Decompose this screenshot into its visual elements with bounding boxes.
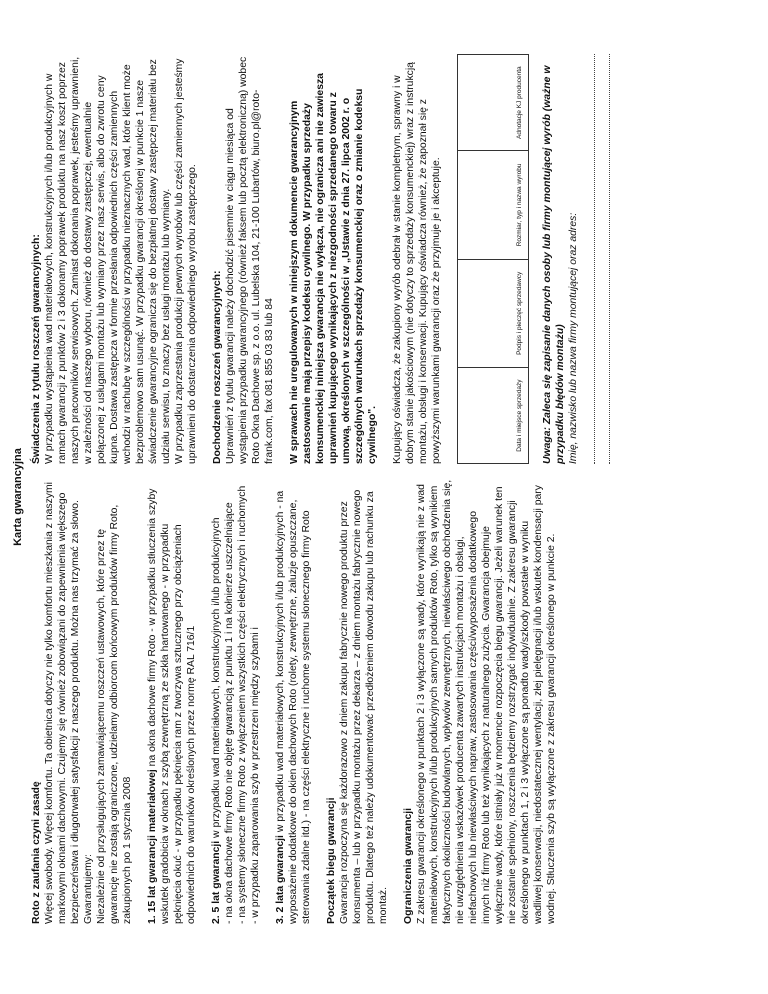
start-text: Gwarancja rozpoczyna się każdorazowo z dniem zakupu fabrycznie nowego produktu przez konsumenta – lub w przypadku montażu przez dekarza – z dniem montażu fabrycznie nowego produktu. Dlatego też należy udokumentować przedłożeniem dowodu zakupu lub rachunku za montaż. [339, 489, 389, 924]
point-2-item: - w przypadku zaparowania szyb w przestrzeni między szybami i [250, 627, 261, 924]
claims-heading: Świadczenia z tytułu roszczeń gwarancyjnych: [31, 234, 42, 464]
start-heading: Początek biegu gwarancji [326, 797, 337, 924]
claims-text-2: W przypadku zaprzestania produkcji pewnych wyrobów lub części zamiennych jesteśmy uprawnieni do dostarczenia odpowiedniego wyrobu zastępczego. [174, 58, 198, 464]
point-2-item: - na okna dachowe firmy Roto nie objęte gwarancją z punktu 1 i na kołnierze uszczelniające [224, 502, 235, 924]
limits-text: Z zakresu gwarancji określonego w punktach 2 i 3 wyłączone są wady, które wynikają nie z wad materiałowych, konstrukcyjnych i/lub produkcyjnych samych produktów Roto, tylko są wynikiem faktycznych okoliczności budowlanych, wpływów zewnętrznych, niewłaściwego obchodzenia się, nie uwzględnienia wskazówek producenta zawartych instrukcjach montażu i obsługi, niefachowych lub niewłaściwych napraw, zastosowania części/wyposażenia dodatkowego innych niż firmy Roto lub też wynikających z naturalnego zużycia. Gwarancja obejmuje wyłącznie wady, które istniały już w momencie rozpoczęcia biegu gwarancji. Jeżeli warunek ten nie zostanie spełniony, roszczenia będziemy rozstrzygać indywidualnie. Z zakresu gwarancji określonego w punktach 1, 2 i 3 wyłączone są ponadto wady/szkody powstałe w wyniku wadliwej konserwacji, niedostatecznej wentylacji, złej pielęgnacji i/lub wskutek kondensacji pary wodnej. Stłuczenia szyb są wyłączone z zakresu gwarancji określonego w punkcie 2. [416, 479, 557, 924]
intro-heading: Roto z zaufania czyni zasadę [31, 781, 42, 924]
installer-line[interactable] [583, 54, 595, 464]
qc-notes-cell[interactable]: Adnotacje KJ producenta [458, 55, 529, 151]
consumer-law-paragraph: W sprawach nie uregulowanych w niniejszym dokumencie gwarancyjnym zastosowanie mają przepisy kodeksu cywilnego. W przypadku sprzedaży konsumenckiej niniejsza gwarancja nie wyłącza, nie ogranicza ani nie zawiesza uprawnień kupującego wynikających z niezgodności sprzedanego towaru z umową, określonych w szczególności w „Ustawie z dnia 27. lipca 2002 r. o szczególnych warunkach sprzedaży konsumenckiej oraz o zmianie kodeksu cywilnego". [289, 73, 378, 464]
signature-table [457, 54, 529, 464]
point-2 [210, 479, 223, 924]
pursuit-text: Uprawnień z tytułu gwarancji należy dochodzić pisemnie w ciągu miesiąca od wystąpienia przypadku gwarancyjnego (również faksem lub pocztą elektroniczną) wobec Roto Okna Dachowe sp. z o.o. ul. Lubelska 104, 21-100 Lubartów, biuro.pl@roto-frank.com, fax 081 855 03 83 lub 84 [225, 56, 275, 464]
point-3 [274, 479, 313, 924]
limits-heading: Ograniczenia gwarancji [403, 807, 414, 924]
point-2-bold: 2. 5 lat gwarancji [211, 840, 222, 924]
point-3-bold: 3. 2 lata gwarancji [275, 835, 286, 924]
product-cell[interactable]: Rozmiar, typ i nazwa wyrobu [458, 151, 529, 259]
right-column [30, 54, 610, 464]
guarantee-text: Niezależnie od przysługujących zamawiającemu roszczeń ustawowych, które przez tę gwarancję nie zostają ograniczone, udzielamy odbiorcom końcowym produktów firmy Roto, zakupionych po 1 stycznia 2008 [96, 504, 133, 924]
point-1-bold: 1. 15 lat gwarancji materiałowej [147, 769, 158, 924]
page-title: Karta gwarancyjna [12, 448, 24, 546]
seller-signature-cell[interactable]: Podpis i pieczęć sprzedawcy [458, 259, 529, 368]
left-column [30, 479, 558, 924]
point-1-text: na okna dachowe firmy Roto - w przypadku stłuczenia szyby wskutek gradobicia w oknach z szybą zewnętrzną ze szkła hartowanego - w przypadku pęknięcia okuć - w przypadku pęknięcia ram z tworzywa sztucznego przy obciążeniach odpowiednich do warunków określonych przez normę RAL 716/1 [147, 488, 197, 924]
installer-line[interactable] [598, 54, 610, 464]
point-3-text: w przypadku wad materiałowych, konstrukcyjnych i/lub produkcyjnych - na wyposażenie dodatkowe do okien dachowych Roto (rolety, zewnętrzne, żaluzje opuszczane, sterowania zdalne itd.) - na części elektryczne i ruchome systemu słonecznego firmy Roto [275, 490, 312, 924]
installer-note: Uwaga: Zaleca się zapisanie danych osoby lub firmy montującej wyrób (ważne w przypadku błędów montażu) [542, 65, 566, 464]
pursuit-heading: Dochodzenie roszczeń gwarancyjnych: [212, 270, 223, 464]
point-2-text: w przypadku wad materiałowych, konstrukcyjnych i/lub produkcyjnych [211, 517, 222, 841]
installer-prompt: Imię, nazwisko lub nazwa firmy montującej oraz adres: [568, 212, 579, 464]
point-1 [146, 479, 198, 924]
sale-date-cell[interactable]: Data i miejsce sprzedaży [458, 368, 529, 464]
intro-text: Więcej swobody. Więcej komfortu. Ta obietnica dotyczy nie tylko komfortu mieszkania z naszymi markowymi oknami dachowymi. Czujemy się również zobowiązani do zapewnienia większego bezpieczeństwa i długotrwałej satysfakcji z naszego produktu. Można nas trzymać za słowo. [44, 482, 81, 924]
point-2-item: - na systemy słoneczne firmy Roto z wyłączeniem wszystkich części elektrycznych i ruchomych [237, 485, 248, 924]
guarantee-lead: Gwarantujemy: [83, 854, 94, 924]
customer-statement: Kupujący oświadcza, że zakupiony wyrób odebrał w stanie kompletnym, sprawny i w dobrym stanie jakościowym (nie dotyczy to sprzedaży konsumenckiej) wraz z instrukcją montażu, obsługi i konserwacji. Kupujący oświadcza również, że zapoznał się z powyższymi warunkami gwarancji oraz że przyjmuje je i akceptuje. [392, 62, 442, 464]
claims-text: W przypadku wystąpienia wad materiałowych, konstrukcyjnych i/lub produkcyjnych w ramach gwarancji z punktów 2 i 3 dokonamy poprawek produktu na nasz koszt poprzez naszych pracowników serwisowych. Zamiast dokonania poprawek, jesteśmy uprawnieni, w zależności od naszego wyboru, również do dostawy zastępczej, ewentualnie połączonej z usługami montażu lub wymiany przez nasz serwis, albo do zwrotu ceny kupna. Dostawa zastępcza w formie przesłania odpowiednich części zamiennych wchodzi w rachubę w szczególności w przypadku nieznacznych wad, które klient może bezproblemowo sam usunąć. W przypadku gwarancji określonej w punkcie 1 nasze świadczenie gwarancyjne ogranicza się do bezpłatnej dostawy zastępczej materiału bez udziału serwisu, to znaczy bez usługi montażu lub wymiany. [44, 56, 172, 464]
